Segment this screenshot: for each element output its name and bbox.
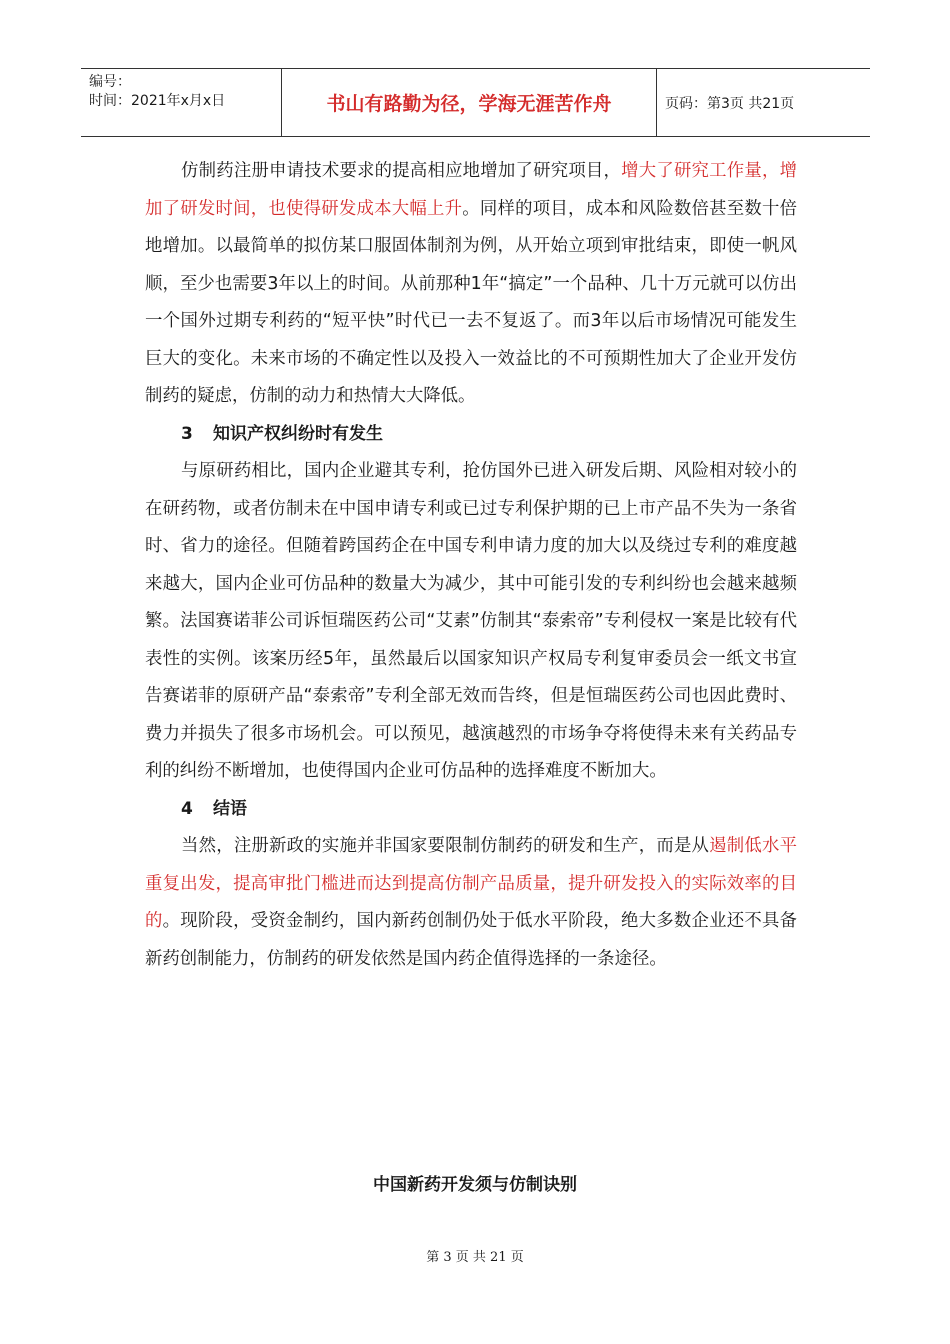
document-header-table [81,68,870,137]
header-page-info: 页码：第3页 共21页 [665,95,795,112]
paragraph-1-text-b: 。同样的项目，成本和风险数倍甚至数十倍地增加。以最简单的拟仿某口服固体制剂为例，从开始立项到审批结束，即使一帆风顺，至少也需要3年以上的时间。从前那种1年“搞定”一个品种、几十万元就可以仿出一个国外过期专利药的“短平快”时代已一去不复返了。而3年以后市场情况可能发生巨大的变化。未来市场的不确定性以及投入一效益比的不可预期性加大了企业开发仿制药的疑虑，仿制的动力和热情大大降低。 [145,198,797,406]
paragraph-1-highlight: 增大了研究工作量，增加了研发时间，也使得研发成本大幅上升 [145,161,797,219]
section-title-4: 结语 [213,798,247,819]
date-label: 时间：2021年x月x日 [89,93,226,109]
section-number-3: 3 [181,423,193,444]
header-meta-cell [81,69,282,136]
paragraph-3-text-b: 。现阶段，受资金制约，国内新药创制仍处于低水平阶段，绝大多数企业还不具备新药创制能力，仿制药的研发依然是国内药企值得选择的一条途径。 [145,911,797,969]
section-title-3: 知识产权纠纷时有发生 [213,423,383,444]
section-heading-4 [145,791,797,829]
section-number-4: 4 [181,798,193,819]
paragraph-3-text-a: 当然，注册新政的实施并非国家要限制仿制药的研发和生产，而是从 [181,836,710,856]
paragraph-2: 与原研药相比，国内企业避其专利，抢仿国外已进入研发后期、风险相对较小的在研药物，或者仿制未在中国申请专利或已过专利保护期的已上市产品不失为一条省时、省力的途径。但随着跨国药企在中国专利申请力度的加大以及绕过专利的难度越来越大，国内企业可仿品种的数量大为减少，其中可能引发的专利纠纷也会越来越频繁。法国赛诺菲公司诉恒瑞医药公司“艾素”仿制其“泰索帝”专利侵权一案是比较有代表性的实例。该案历经5年，虽然最后以国家知识产权局专利复审委员会一纸文书宣告赛诺菲的原研产品“泰索帝”专利全部无效而告终，但是恒瑞医药公司也因此费时、费力并损失了很多市场机会。可以预见，越演越烈的市场争夺将使得未来有关药品专利的纠纷不断增加，也使得国内企业可仿品种的选择难度不断加大。 [145,461,797,781]
paragraph-3-highlight: 遏制低水平重复出发，提高审批门槛进而达到提高仿制产品质量，提升研发投入的实际效率的目的 [145,836,797,931]
section-heading-3 [145,416,797,454]
article-title: 中国新药开发须与仿制诀别 [373,1175,577,1195]
header-motto: 书山有路勤为径，学海无涯苦作舟 [282,69,657,136]
document-body [145,153,797,978]
paragraph-3 [145,828,797,978]
page-footer: 第 3 页 共 21 页 [426,1250,524,1265]
paragraph-1 [145,153,797,416]
paragraph-1-text-a: 仿制药注册申请技术要求的提高相应地增加了研究项目， [181,161,622,181]
number-label: 编号： [89,74,131,90]
